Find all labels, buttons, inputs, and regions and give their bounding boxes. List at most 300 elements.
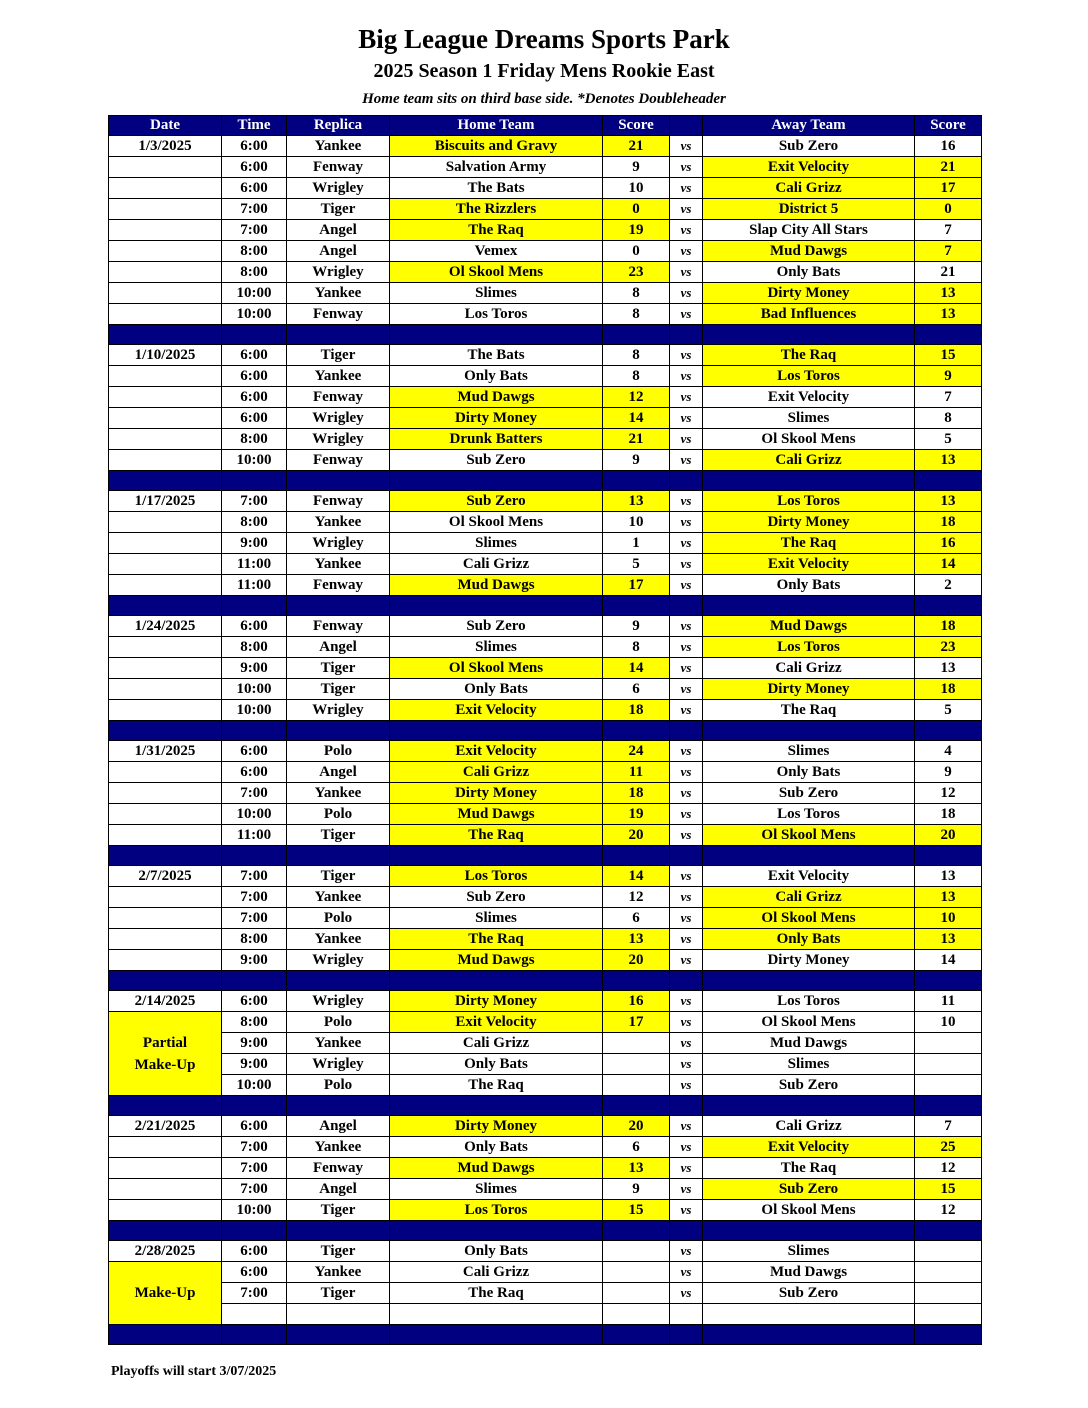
playoffs-note: Playoffs will start 3/07/2025 bbox=[111, 1364, 277, 1379]
vs-cell: vs bbox=[670, 1200, 703, 1221]
home-score-cell: 8 bbox=[603, 637, 670, 658]
time-cell: 6:00 bbox=[222, 1262, 287, 1283]
separator-cell bbox=[915, 971, 982, 991]
home-score-cell: 18 bbox=[603, 783, 670, 804]
time-cell: 7:00 bbox=[222, 1158, 287, 1179]
separator-cell bbox=[109, 596, 222, 616]
separator-cell bbox=[222, 596, 287, 616]
vs-cell: vs bbox=[670, 304, 703, 325]
separator-cell bbox=[287, 596, 390, 616]
vs-cell: vs bbox=[670, 283, 703, 304]
replica-cell: Tiger bbox=[287, 199, 390, 220]
game-row bbox=[109, 866, 982, 887]
separator-cell bbox=[390, 325, 603, 345]
away-team-cell: The Raq bbox=[703, 345, 915, 366]
date-cell-empty bbox=[109, 512, 222, 533]
away-score-cell: 18 bbox=[915, 616, 982, 637]
time-cell: 10:00 bbox=[222, 679, 287, 700]
separator-cell bbox=[915, 1221, 982, 1241]
date-cell-empty bbox=[109, 783, 222, 804]
away-score-cell: 7 bbox=[915, 1116, 982, 1137]
game-row bbox=[109, 679, 982, 700]
separator-cell bbox=[222, 1096, 287, 1116]
separator-cell bbox=[287, 846, 390, 866]
game-row bbox=[109, 554, 982, 575]
time-cell: 8:00 bbox=[222, 1012, 287, 1033]
home-team-cell bbox=[390, 1304, 603, 1325]
away-team-cell bbox=[703, 1304, 915, 1325]
away-team-cell: Only Bats bbox=[703, 262, 915, 283]
separator-cell bbox=[287, 325, 390, 345]
time-cell: 7:00 bbox=[222, 1283, 287, 1304]
time-cell: 6:00 bbox=[222, 762, 287, 783]
home-team-cell: Only Bats bbox=[390, 1137, 603, 1158]
home-team-cell: Dirty Money bbox=[390, 783, 603, 804]
replica-cell: Wrigley bbox=[287, 429, 390, 450]
side-note-cell: Partial Make-Up bbox=[109, 1012, 222, 1096]
separator-cell bbox=[670, 721, 703, 741]
home-score-cell: 8 bbox=[603, 283, 670, 304]
replica-cell: Yankee bbox=[287, 929, 390, 950]
separator-cell bbox=[390, 1096, 603, 1116]
home-team-cell: Dirty Money bbox=[390, 408, 603, 429]
separator-cell bbox=[915, 325, 982, 345]
separator-cell bbox=[390, 846, 603, 866]
away-team-cell: Slap City All Stars bbox=[703, 220, 915, 241]
date-cell-empty bbox=[109, 178, 222, 199]
home-score-cell: 10 bbox=[603, 512, 670, 533]
home-team-cell: Mud Dawgs bbox=[390, 387, 603, 408]
away-score-cell bbox=[915, 1033, 982, 1054]
separator-cell bbox=[390, 1325, 603, 1345]
replica-cell: Wrigley bbox=[287, 178, 390, 199]
home-score-cell: 13 bbox=[603, 1158, 670, 1179]
game-row bbox=[109, 1054, 982, 1075]
away-score-cell: 2 bbox=[915, 575, 982, 596]
home-team-cell: Only Bats bbox=[390, 366, 603, 387]
replica-cell: Polo bbox=[287, 908, 390, 929]
home-score-cell: 8 bbox=[603, 345, 670, 366]
home-score-cell: 8 bbox=[603, 304, 670, 325]
date-cell-empty bbox=[109, 1179, 222, 1200]
vs-cell: vs bbox=[670, 178, 703, 199]
home-team-cell: Cali Grizz bbox=[390, 554, 603, 575]
time-cell: 6:00 bbox=[222, 1116, 287, 1137]
away-team-cell: Dirty Money bbox=[703, 283, 915, 304]
game-row bbox=[109, 762, 982, 783]
page-subtitle: 2025 Season 1 Friday Mens Rookie East bbox=[373, 60, 715, 82]
separator-cell bbox=[109, 846, 222, 866]
vs-cell: vs bbox=[670, 262, 703, 283]
schedule-table bbox=[108, 115, 982, 1345]
replica-cell: Angel bbox=[287, 762, 390, 783]
away-team-cell: Slimes bbox=[703, 1241, 915, 1262]
separator-cell bbox=[603, 1096, 670, 1116]
col-header-time: Time bbox=[222, 116, 287, 136]
time-cell: 7:00 bbox=[222, 220, 287, 241]
replica-cell: Tiger bbox=[287, 1200, 390, 1221]
separator-cell bbox=[390, 1221, 603, 1241]
home-score-cell: 9 bbox=[603, 157, 670, 178]
away-team-cell: Los Toros bbox=[703, 804, 915, 825]
col-header-vs bbox=[670, 116, 703, 136]
separator-cell bbox=[390, 471, 603, 491]
replica-cell: Angel bbox=[287, 1179, 390, 1200]
replica-cell: Yankee bbox=[287, 136, 390, 157]
vs-cell: vs bbox=[670, 700, 703, 721]
separator-cell bbox=[287, 1221, 390, 1241]
game-row bbox=[109, 804, 982, 825]
vs-cell: vs bbox=[670, 825, 703, 846]
home-team-cell: Slimes bbox=[390, 533, 603, 554]
replica-cell: Fenway bbox=[287, 304, 390, 325]
home-score-cell: 17 bbox=[603, 575, 670, 596]
date-cell-empty bbox=[109, 387, 222, 408]
week-separator bbox=[109, 721, 982, 741]
separator-cell bbox=[670, 971, 703, 991]
away-score-cell: 5 bbox=[915, 429, 982, 450]
away-team-cell: Exit Velocity bbox=[703, 554, 915, 575]
home-score-cell bbox=[603, 1241, 670, 1262]
away-score-cell bbox=[915, 1283, 982, 1304]
home-score-cell: 14 bbox=[603, 866, 670, 887]
away-score-cell: 5 bbox=[915, 700, 982, 721]
date-cell: 1/3/2025 bbox=[109, 136, 222, 157]
replica-cell: Tiger bbox=[287, 866, 390, 887]
replica-cell: Fenway bbox=[287, 1158, 390, 1179]
header-row bbox=[109, 116, 982, 136]
game-row bbox=[109, 345, 982, 366]
vs-cell: vs bbox=[670, 783, 703, 804]
home-team-cell: Slimes bbox=[390, 1179, 603, 1200]
replica-cell: Wrigley bbox=[287, 1054, 390, 1075]
date-cell-empty bbox=[109, 533, 222, 554]
side-note-cell: Make-Up bbox=[109, 1262, 222, 1325]
time-cell: 8:00 bbox=[222, 512, 287, 533]
home-team-cell: Cali Grizz bbox=[390, 762, 603, 783]
game-row bbox=[109, 1033, 982, 1054]
away-team-cell: Dirty Money bbox=[703, 679, 915, 700]
away-score-cell: 12 bbox=[915, 1200, 982, 1221]
away-team-cell: Sub Zero bbox=[703, 1075, 915, 1096]
separator-cell bbox=[703, 325, 915, 345]
time-cell: 7:00 bbox=[222, 199, 287, 220]
away-team-cell: Exit Velocity bbox=[703, 157, 915, 178]
away-team-cell: Sub Zero bbox=[703, 783, 915, 804]
away-team-cell: Los Toros bbox=[703, 366, 915, 387]
game-row bbox=[109, 533, 982, 554]
home-score-cell bbox=[603, 1054, 670, 1075]
game-row bbox=[109, 887, 982, 908]
away-score-cell bbox=[915, 1075, 982, 1096]
away-team-cell: Slimes bbox=[703, 741, 915, 762]
replica-cell: Angel bbox=[287, 1116, 390, 1137]
away-team-cell: Mud Dawgs bbox=[703, 1033, 915, 1054]
home-score-cell: 14 bbox=[603, 658, 670, 679]
date-cell-empty bbox=[109, 887, 222, 908]
vs-cell bbox=[670, 1304, 703, 1325]
away-score-cell: 13 bbox=[915, 658, 982, 679]
vs-cell: vs bbox=[670, 575, 703, 596]
date-cell-empty bbox=[109, 700, 222, 721]
away-score-cell: 18 bbox=[915, 512, 982, 533]
date-cell-empty bbox=[109, 220, 222, 241]
replica-cell: Yankee bbox=[287, 1262, 390, 1283]
separator-cell bbox=[287, 471, 390, 491]
vs-cell: vs bbox=[670, 1158, 703, 1179]
vs-cell: vs bbox=[670, 1012, 703, 1033]
time-cell: 7:00 bbox=[222, 1179, 287, 1200]
away-team-cell: Mud Dawgs bbox=[703, 1262, 915, 1283]
separator-cell bbox=[287, 721, 390, 741]
replica-cell: Polo bbox=[287, 1075, 390, 1096]
date-cell-empty bbox=[109, 929, 222, 950]
game-row bbox=[109, 1137, 982, 1158]
away-score-cell: 14 bbox=[915, 554, 982, 575]
away-team-cell: The Raq bbox=[703, 1158, 915, 1179]
separator-cell bbox=[603, 325, 670, 345]
game-row bbox=[109, 1116, 982, 1137]
home-team-cell: Los Toros bbox=[390, 866, 603, 887]
vs-cell: vs bbox=[670, 366, 703, 387]
separator-cell bbox=[915, 846, 982, 866]
home-score-cell: 19 bbox=[603, 220, 670, 241]
away-score-cell: 9 bbox=[915, 366, 982, 387]
vs-cell: vs bbox=[670, 866, 703, 887]
vs-cell: vs bbox=[670, 512, 703, 533]
home-team-cell: Ol Skool Mens bbox=[390, 658, 603, 679]
separator-cell bbox=[603, 971, 670, 991]
away-score-cell bbox=[915, 1262, 982, 1283]
home-team-cell: Slimes bbox=[390, 908, 603, 929]
time-cell: 10:00 bbox=[222, 1075, 287, 1096]
away-score-cell: 9 bbox=[915, 762, 982, 783]
date-cell-empty bbox=[109, 554, 222, 575]
replica-cell: Tiger bbox=[287, 679, 390, 700]
game-row bbox=[109, 178, 982, 199]
home-score-cell: 13 bbox=[603, 929, 670, 950]
home-team-cell: Cali Grizz bbox=[390, 1033, 603, 1054]
separator-cell bbox=[109, 1325, 222, 1345]
separator-cell bbox=[703, 1325, 915, 1345]
vs-cell: vs bbox=[670, 199, 703, 220]
time-cell: 7:00 bbox=[222, 887, 287, 908]
away-score-cell: 16 bbox=[915, 136, 982, 157]
game-row bbox=[109, 575, 982, 596]
home-score-cell bbox=[603, 1033, 670, 1054]
home-team-cell: Exit Velocity bbox=[390, 1012, 603, 1033]
vs-cell: vs bbox=[670, 741, 703, 762]
separator-cell bbox=[222, 325, 287, 345]
away-score-cell: 13 bbox=[915, 283, 982, 304]
home-team-cell: Sub Zero bbox=[390, 887, 603, 908]
date-cell-empty bbox=[109, 241, 222, 262]
separator-cell bbox=[109, 721, 222, 741]
home-score-cell: 19 bbox=[603, 804, 670, 825]
time-cell: 10:00 bbox=[222, 700, 287, 721]
away-team-cell: The Raq bbox=[703, 533, 915, 554]
time-cell: 6:00 bbox=[222, 387, 287, 408]
home-score-cell: 20 bbox=[603, 1116, 670, 1137]
home-score-cell: 12 bbox=[603, 387, 670, 408]
replica-cell: Angel bbox=[287, 637, 390, 658]
replica-cell: Tiger bbox=[287, 658, 390, 679]
away-score-cell: 11 bbox=[915, 991, 982, 1012]
separator-cell bbox=[670, 1096, 703, 1116]
home-score-cell: 9 bbox=[603, 616, 670, 637]
replica-cell: Wrigley bbox=[287, 950, 390, 971]
away-team-cell: Cali Grizz bbox=[703, 658, 915, 679]
time-cell: 6:00 bbox=[222, 616, 287, 637]
week-separator bbox=[109, 1325, 982, 1345]
game-row bbox=[109, 1158, 982, 1179]
date-cell-empty bbox=[109, 575, 222, 596]
separator-cell bbox=[703, 846, 915, 866]
replica-cell: Wrigley bbox=[287, 700, 390, 721]
away-score-cell: 13 bbox=[915, 450, 982, 471]
time-cell: 11:00 bbox=[222, 554, 287, 575]
away-score-cell: 18 bbox=[915, 804, 982, 825]
separator-cell bbox=[915, 596, 982, 616]
time-cell: 6:00 bbox=[222, 741, 287, 762]
replica-cell: Wrigley bbox=[287, 533, 390, 554]
away-score-cell: 21 bbox=[915, 157, 982, 178]
game-row bbox=[109, 136, 982, 157]
away-team-cell: District 5 bbox=[703, 199, 915, 220]
week-separator bbox=[109, 971, 982, 991]
game-row bbox=[109, 616, 982, 637]
date-cell: 1/24/2025 bbox=[109, 616, 222, 637]
vs-cell: vs bbox=[670, 991, 703, 1012]
separator-cell bbox=[703, 1096, 915, 1116]
away-team-cell: Mud Dawgs bbox=[703, 616, 915, 637]
away-team-cell: Bad Influences bbox=[703, 304, 915, 325]
time-cell: 9:00 bbox=[222, 533, 287, 554]
game-row bbox=[109, 658, 982, 679]
away-score-cell: 13 bbox=[915, 929, 982, 950]
vs-cell: vs bbox=[670, 616, 703, 637]
date-cell-empty bbox=[109, 408, 222, 429]
home-team-cell: Drunk Batters bbox=[390, 429, 603, 450]
time-cell: 11:00 bbox=[222, 825, 287, 846]
replica-cell: Polo bbox=[287, 741, 390, 762]
separator-cell bbox=[390, 721, 603, 741]
home-score-cell: 0 bbox=[603, 199, 670, 220]
game-row bbox=[109, 262, 982, 283]
time-cell: 9:00 bbox=[222, 1033, 287, 1054]
away-score-cell: 12 bbox=[915, 783, 982, 804]
separator-cell bbox=[670, 1325, 703, 1345]
time-cell: 6:00 bbox=[222, 157, 287, 178]
col-header-away-team: Away Team bbox=[703, 116, 915, 136]
away-team-cell: Cali Grizz bbox=[703, 450, 915, 471]
separator-cell bbox=[915, 1325, 982, 1345]
replica-cell: Tiger bbox=[287, 345, 390, 366]
game-row bbox=[109, 283, 982, 304]
date-cell: 1/31/2025 bbox=[109, 741, 222, 762]
replica-cell: Fenway bbox=[287, 616, 390, 637]
away-team-cell: Ol Skool Mens bbox=[703, 908, 915, 929]
vs-cell: vs bbox=[670, 220, 703, 241]
time-cell: 6:00 bbox=[222, 408, 287, 429]
game-row bbox=[109, 908, 982, 929]
replica-cell: Yankee bbox=[287, 887, 390, 908]
away-score-cell: 18 bbox=[915, 679, 982, 700]
home-team-cell: The Raq bbox=[390, 1283, 603, 1304]
replica-cell: Yankee bbox=[287, 1033, 390, 1054]
home-team-cell: The Bats bbox=[390, 178, 603, 199]
vs-cell: vs bbox=[670, 450, 703, 471]
home-score-cell: 5 bbox=[603, 554, 670, 575]
vs-cell: vs bbox=[670, 533, 703, 554]
home-score-cell bbox=[603, 1262, 670, 1283]
away-team-cell: Ol Skool Mens bbox=[703, 825, 915, 846]
date-cell-empty bbox=[109, 450, 222, 471]
away-score-cell: 13 bbox=[915, 491, 982, 512]
game-row bbox=[109, 991, 982, 1012]
vs-cell: vs bbox=[670, 1033, 703, 1054]
replica-cell: Angel bbox=[287, 220, 390, 241]
away-team-cell: Exit Velocity bbox=[703, 387, 915, 408]
away-team-cell: Ol Skool Mens bbox=[703, 429, 915, 450]
away-score-cell bbox=[915, 1054, 982, 1075]
game-row bbox=[109, 450, 982, 471]
time-cell: 6:00 bbox=[222, 1241, 287, 1262]
game-row bbox=[109, 1179, 982, 1200]
home-score-cell: 21 bbox=[603, 429, 670, 450]
home-team-cell: Ol Skool Mens bbox=[390, 512, 603, 533]
away-score-cell: 20 bbox=[915, 825, 982, 846]
separator-cell bbox=[603, 596, 670, 616]
vs-cell: vs bbox=[670, 1137, 703, 1158]
time-cell: 8:00 bbox=[222, 262, 287, 283]
home-team-cell: Mud Dawgs bbox=[390, 575, 603, 596]
replica-cell: Tiger bbox=[287, 1283, 390, 1304]
vs-cell: vs bbox=[670, 1241, 703, 1262]
separator-cell bbox=[109, 325, 222, 345]
separator-cell bbox=[915, 721, 982, 741]
away-score-cell: 13 bbox=[915, 304, 982, 325]
game-row bbox=[109, 366, 982, 387]
separator-cell bbox=[670, 325, 703, 345]
game-row bbox=[109, 199, 982, 220]
home-team-cell: Salvation Army bbox=[390, 157, 603, 178]
time-cell: 10:00 bbox=[222, 1200, 287, 1221]
separator-cell bbox=[109, 971, 222, 991]
time-cell: 7:00 bbox=[222, 783, 287, 804]
away-score-cell: 12 bbox=[915, 1158, 982, 1179]
time-cell: 8:00 bbox=[222, 429, 287, 450]
vs-cell: vs bbox=[670, 929, 703, 950]
separator-cell bbox=[222, 1221, 287, 1241]
time-cell: 7:00 bbox=[222, 1137, 287, 1158]
vs-cell: vs bbox=[670, 1283, 703, 1304]
col-header-date: Date bbox=[109, 116, 222, 136]
date-cell-empty bbox=[109, 1158, 222, 1179]
home-team-cell: Los Toros bbox=[390, 304, 603, 325]
away-score-cell: 15 bbox=[915, 345, 982, 366]
home-score-cell: 6 bbox=[603, 1137, 670, 1158]
time-cell: 6:00 bbox=[222, 178, 287, 199]
time-cell: 9:00 bbox=[222, 950, 287, 971]
home-score-cell bbox=[603, 1075, 670, 1096]
separator-cell bbox=[222, 721, 287, 741]
replica-cell: Yankee bbox=[287, 512, 390, 533]
time-cell: 8:00 bbox=[222, 241, 287, 262]
separator-cell bbox=[287, 971, 390, 991]
replica-cell: Wrigley bbox=[287, 262, 390, 283]
date-cell-empty bbox=[109, 658, 222, 679]
